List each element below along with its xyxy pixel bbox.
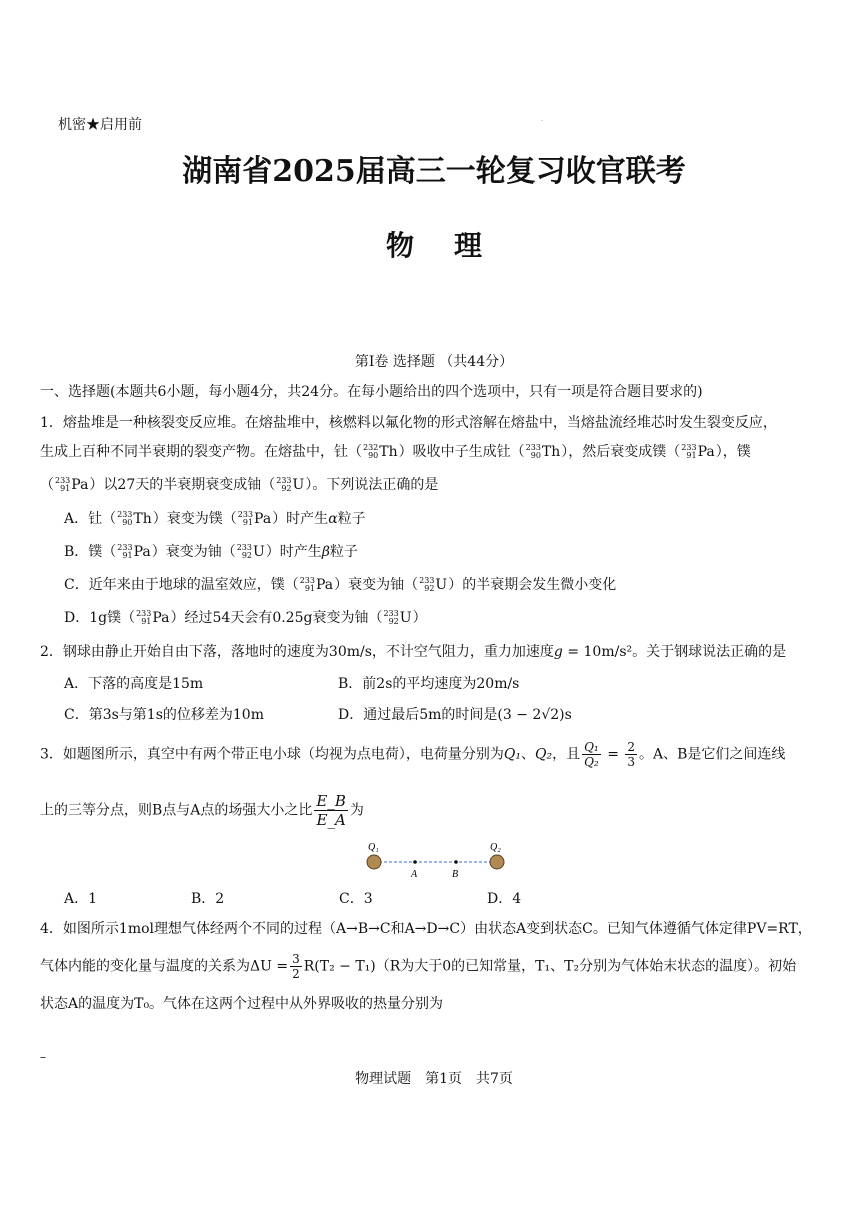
point-b-dot bbox=[454, 860, 458, 864]
page-margin-mark: – bbox=[40, 1050, 46, 1064]
point-b-label: B bbox=[452, 869, 459, 880]
charge-q1-ball bbox=[367, 855, 381, 869]
q2-option-c: C．第3s与第1s的位移差为10m bbox=[64, 707, 264, 723]
exam-title: 湖南省2025届高三一轮复习收官联考 bbox=[182, 154, 686, 189]
section-header: 第Ⅰ卷 选择题 （共44分） bbox=[354, 354, 514, 370]
nuclide-pa233: 233 91 Pa bbox=[55, 476, 89, 493]
q1-label: Q₁ bbox=[368, 842, 379, 853]
q3-charge-ratio: $\frac{\text{Q₁}}{\text{Q₂}}$ bbox=[584, 740, 599, 769]
q2-option-b: B．前2s的平均速度为20m/s bbox=[338, 676, 520, 692]
q1-line2-text-d: ），镤 bbox=[715, 444, 751, 460]
q1-line2-text-a: 生成上百种不同半衰期的裂变产物。在熔盐中，钍（ bbox=[40, 444, 362, 460]
scan-dot: · bbox=[541, 118, 543, 125]
nuclide-u233: 233 92 U bbox=[236, 543, 265, 560]
q4-three-halves: $\frac{3}{2}$ bbox=[292, 952, 300, 981]
part1-instructions: 一、选择题(本题共6小题，每小题4分，共24分。在每小题给出的四个选项中，只有一项是符合题目要求的) bbox=[40, 384, 703, 400]
q1-option-d: D．1g镤（ 233 91 Pa）经过54天会有0.25g衰变为铀（ 233 92 U） bbox=[64, 609, 427, 626]
nuclide-pa233: 233 91 Pa bbox=[136, 609, 170, 626]
nuclide-pa233: 233 91 Pa bbox=[237, 510, 272, 527]
point-a-label: A bbox=[411, 869, 418, 880]
q4-line2: 气体内能的变化量与温度的关系为ΔU = $\frac{3}{2}$ R(T₂ − T₁)（R为大于0的已知常量，T₁、T₂分别为气体始末状态的温度）。初始 bbox=[40, 952, 797, 981]
q4-line3: 状态A的温度为T₀。气体在这两个过程中从外界吸收的热量分别为 bbox=[40, 996, 444, 1012]
q4-line1: 4．如图所示1mol理想气体经两个不同的过程（A→B→C和A→D→C）由状态A变到状态C。已知气体遵循气体定律PV=RT， bbox=[40, 921, 812, 937]
nuclide-u233: 233 92 U bbox=[276, 476, 305, 493]
q1-line2-text-b: ）吸收中子生成钍（ bbox=[398, 444, 525, 460]
confidential-label: 机密★启用前 bbox=[58, 117, 142, 133]
q1-line1: 1．熔盐堆是一种核裂变反应堆。在熔盐堆中，核燃料以氟化物的形式溶解在熔盐中，当熔盐流经堆芯时发生裂变反应， bbox=[40, 415, 777, 431]
q2-option-d: D．通过最后5m的时间是(3 − 2√2)s bbox=[338, 707, 572, 723]
q3-charge-diagram bbox=[360, 838, 510, 880]
nuclide-u233: 233 92 U bbox=[419, 576, 448, 593]
q3-option-d: D．4 bbox=[487, 891, 522, 907]
q3-option-c: C．3 bbox=[339, 891, 373, 907]
nuclide-th233: 233 90 Th bbox=[117, 510, 152, 527]
nuclide-th232: 232 90 Th bbox=[363, 443, 398, 460]
q1-line2 bbox=[40, 441, 751, 461]
subject-title: 物理 bbox=[385, 229, 522, 262]
q3-stem-line1: 3．如题图所示，真空中有两个带正电小球（均视为点电荷），电荷量分别为Q₁、Q₂，且 $\frac{\text{Q₁}}{\text{Q₂}}$ = $\frac{2}{3}$ 。A、B是它们之间连线 bbox=[40, 740, 786, 769]
q2-stem: 2．钢球由静止开始自由下落，落地时的速度为30m/s，不计空气阻力，重力加速度g = 10m/s²。关于钢球说法正确的是 bbox=[40, 644, 787, 660]
q3-option-b: B．2 bbox=[191, 891, 225, 907]
q1-option-a: A．钍（ 233 90 Th）衰变为镤（ 233 91 Pa）时产生α粒子 bbox=[64, 510, 366, 527]
nuclide-th233: 233 90 Th bbox=[525, 443, 561, 460]
q1-line3: （ 233 91 Pa）以27天的半衰期衰变成铀（ 233 92 U）。下列说法正确的是 bbox=[40, 476, 439, 493]
page-footer: 物理试题 第1页 共7页 bbox=[355, 1071, 513, 1087]
nuclide-pa233: 233 91 Pa bbox=[299, 576, 334, 593]
q3-stem-line2: 上的三等分点，则B点与A点的场强大小之比 $\frac{E\_B}{E\_A}$ 为 bbox=[40, 792, 364, 829]
nuclide-pa233: 233 91 Pa bbox=[117, 543, 151, 560]
q3-ratio-value: $\frac{2}{3}$ bbox=[627, 740, 636, 769]
q2-option-a: A．下落的高度是15m bbox=[64, 676, 204, 692]
q1-line2-text-c: ），然后衰变成镤（ bbox=[561, 444, 681, 460]
q1-option-c: C．近年来由于地球的温室效应，镤（ 233 91 Pa）衰变为铀（ 233 92 U）的半衰期会发生微小变化 bbox=[64, 576, 617, 593]
q3-field-ratio: $\frac{E\_B}{E\_A}$ bbox=[316, 792, 346, 829]
nuclide-pa233: 233 91 Pa bbox=[681, 443, 715, 460]
charge-q2-ball bbox=[490, 855, 504, 869]
q3-option-a: A．1 bbox=[64, 891, 98, 907]
nuclide-u233: 233 92 U bbox=[383, 609, 412, 626]
q2-label: Q₂ bbox=[490, 842, 501, 853]
point-a-dot bbox=[413, 860, 417, 864]
q1-option-b: B．镤（ 233 91 Pa）衰变为铀（ 233 92 U）时产生β粒子 bbox=[64, 543, 358, 560]
